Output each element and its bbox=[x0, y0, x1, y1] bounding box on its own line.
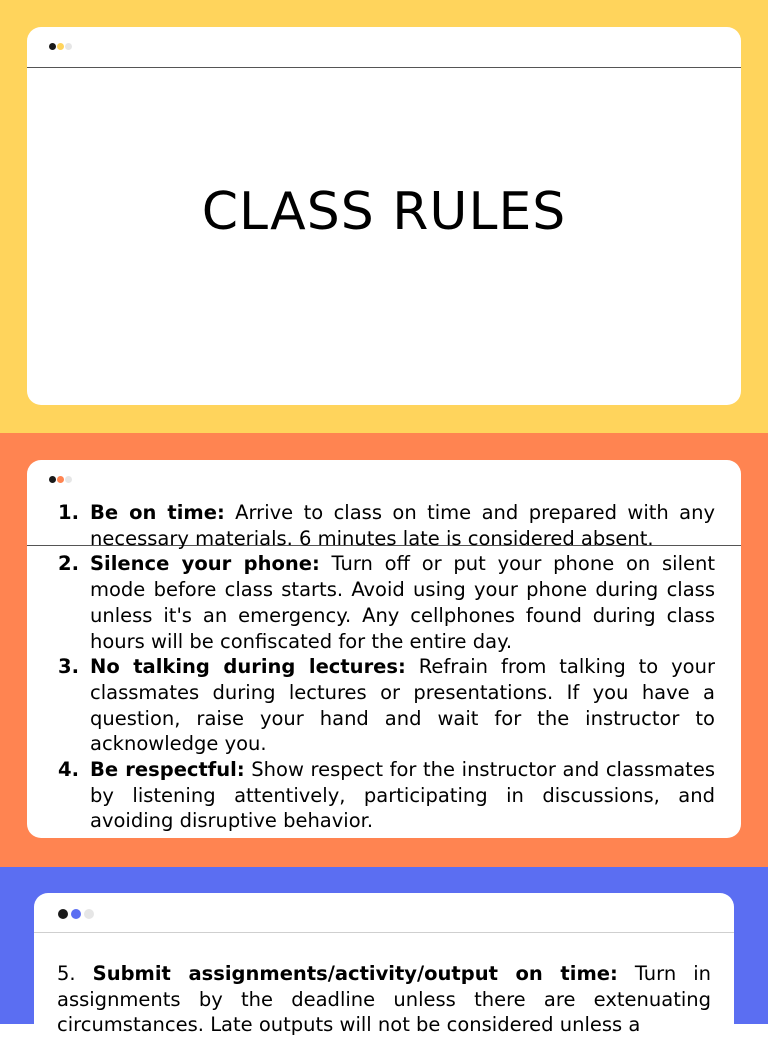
rules-list bbox=[58, 500, 716, 834]
dot-light-icon bbox=[65, 43, 72, 50]
rule-item bbox=[58, 654, 715, 757]
rule-heading: Silence your phone: bbox=[90, 552, 320, 576]
card-divider bbox=[27, 67, 741, 68]
rule-text: Arrive to class on time and prepared with any necessary materials. 6 minutes late is considered absent. bbox=[90, 501, 716, 550]
rule-number: 5. bbox=[57, 962, 76, 985]
rule-text: Show respect for the instructor and classmates by listening attentively, participating in discussions, and avoiding disruptive behavior. bbox=[90, 758, 715, 833]
rule-number: 3. bbox=[58, 655, 79, 679]
card-divider bbox=[34, 932, 734, 933]
rule-heading: Submit assignments/activity/output on time: bbox=[92, 962, 618, 985]
dot-yellow-icon bbox=[57, 43, 64, 50]
rule-text: Turn in assignments by the deadline unless there are extenuating circumstances. Late outputs will not be considered unless a bbox=[57, 962, 711, 1037]
dot-dark-icon bbox=[49, 43, 56, 50]
dot-light-icon bbox=[84, 909, 94, 919]
window-dots bbox=[49, 476, 73, 484]
dot-dark-icon bbox=[49, 476, 56, 483]
window-dots bbox=[49, 43, 73, 51]
rule-text: Turn off or put your phone on silent mode before class starts. Avoid using your phone during class unless it's an emergency. Any cellphones found during class hours will be confiscated for the entire day. bbox=[90, 552, 715, 653]
rule-text: Refrain from talking to your classmates during lectures or presentations. If you have a question, raise your hand and wait for the instructor to acknowledge you. bbox=[90, 655, 715, 756]
dot-blue-icon bbox=[71, 909, 81, 919]
rule-item bbox=[58, 500, 716, 551]
rule-number: 4. bbox=[58, 758, 79, 782]
dot-dark-icon bbox=[58, 909, 68, 919]
rule-heading: Be respectful: bbox=[90, 758, 245, 782]
rule-item bbox=[58, 551, 715, 654]
rule-item bbox=[58, 757, 715, 834]
rule-item-5 bbox=[57, 961, 711, 1038]
rule-number: 2. bbox=[58, 552, 79, 576]
rule-heading: No talking during lectures: bbox=[90, 655, 406, 679]
rule-heading: Be on time: bbox=[90, 501, 225, 524]
dot-light-icon bbox=[65, 476, 72, 483]
title-card bbox=[27, 27, 741, 405]
page-title: CLASS RULES bbox=[201, 182, 567, 242]
window-dots bbox=[58, 909, 97, 917]
rule-number: 1. bbox=[58, 501, 79, 524]
dot-orange-icon bbox=[57, 476, 64, 483]
